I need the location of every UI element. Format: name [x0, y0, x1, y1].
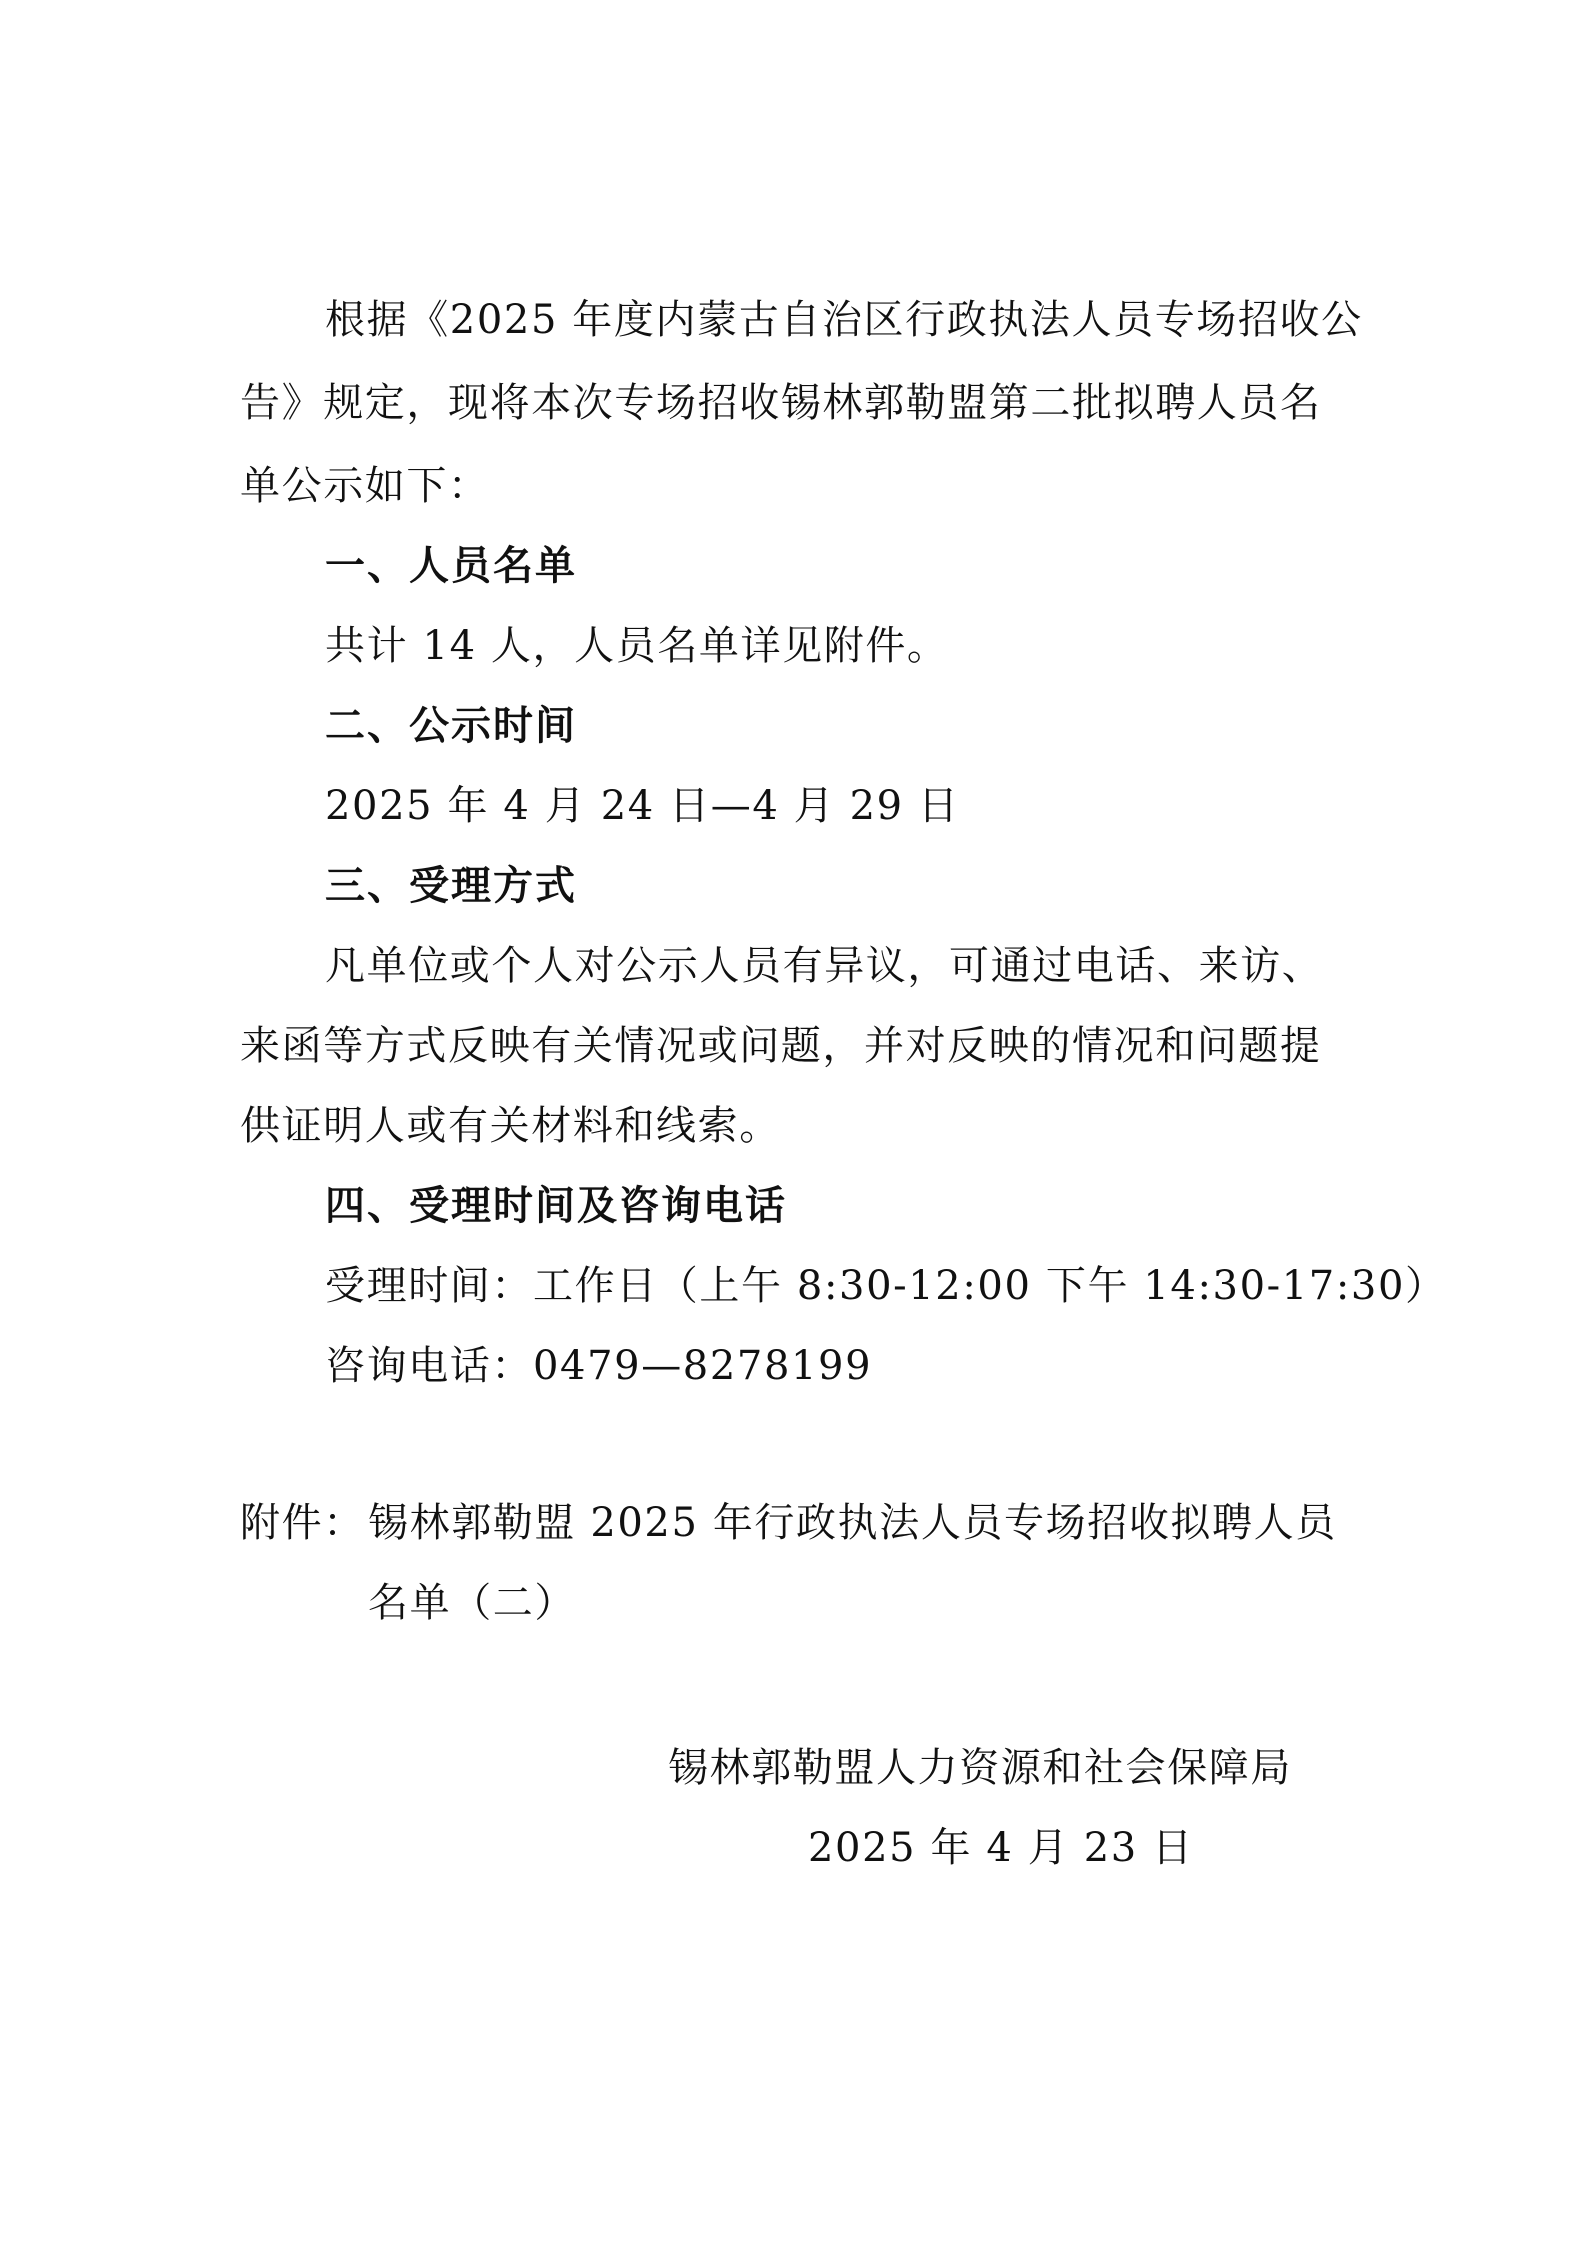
personnel-count-text: 共计 14 人，人员名单详见附件。: [325, 623, 949, 669]
section-heading-publicity-period: 二、公示时间: [325, 703, 577, 749]
issue-date: 2025 年 4 月 23 日: [808, 1825, 1194, 1871]
acceptance-hours-text: 受理时间：工作日（上午 8:30-12:00 下午 14:30-17:30）: [325, 1263, 1447, 1309]
consultation-phone-text: 咨询电话：0479—8278199: [325, 1343, 873, 1389]
intro-line-3: 单公示如下：: [240, 463, 490, 509]
attachment-label: 附件：: [240, 1500, 365, 1546]
section-heading-hours-and-phone: 四、受理时间及咨询电话: [325, 1183, 787, 1229]
acceptance-method-line-3: 供证明人或有关材料和线索。: [240, 1103, 781, 1149]
attachment-title-line-2: 名单（二）: [368, 1580, 576, 1626]
section-heading-acceptance-method: 三、受理方式: [325, 863, 577, 909]
publicity-period-text: 2025 年 4 月 24 日—4 月 29 日: [325, 783, 960, 829]
section-heading-personnel-list: 一、人员名单: [325, 543, 577, 589]
intro-line-1: 根据《2025 年度内蒙古自治区行政执法人员专场招收公: [325, 297, 1363, 343]
acceptance-method-line-2: 来函等方式反映有关情况或问题，并对反映的情况和问题提: [240, 1023, 1322, 1069]
attachment-title-line-1: 锡林郭勒盟 2025 年行政执法人员专场招收拟聘人员: [368, 1500, 1337, 1546]
intro-line-2: 告》规定，现将本次专场招收锡林郭勒盟第二批拟聘人员名: [240, 380, 1322, 426]
issuing-organization: 锡林郭勒盟人力资源和社会保障局: [668, 1745, 1292, 1791]
acceptance-method-line-1: 凡单位或个人对公示人员有异议，可通过电话、来访、: [325, 943, 1324, 989]
